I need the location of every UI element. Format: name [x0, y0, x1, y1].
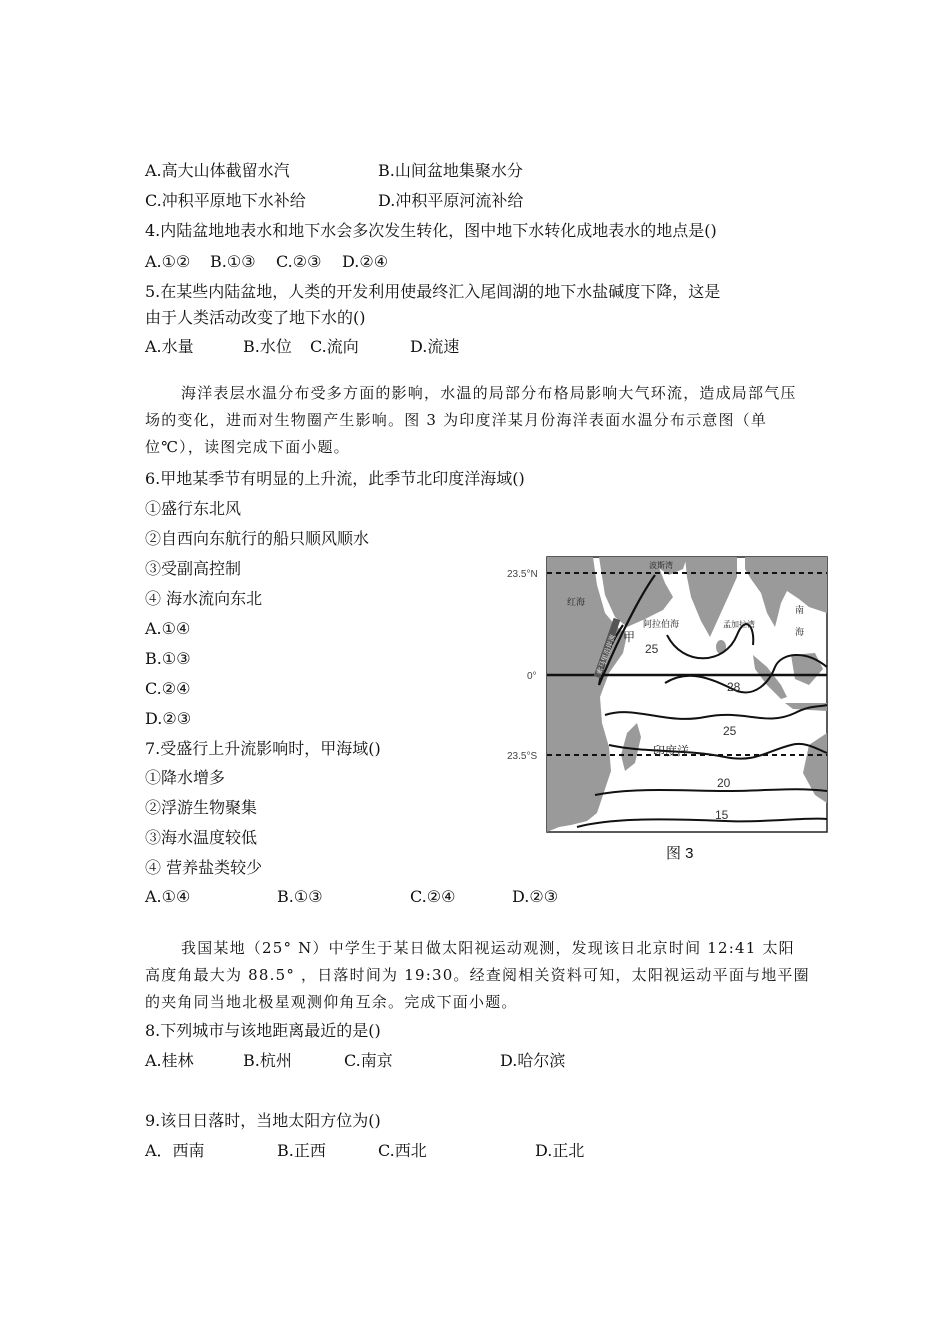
q9-option-c: C.西北 — [378, 1141, 427, 1160]
q9-stem: 9.该日日落时，当地太阳方位为() — [145, 1111, 381, 1130]
q6-item-4: ④ 海水流向东北 — [145, 589, 263, 608]
q6-option-b: B.①③ — [145, 649, 191, 668]
q9-option-d: D.正北 — [535, 1141, 585, 1160]
figure-caption: 图 3 — [666, 845, 694, 862]
q7-option-d: D.②③ — [512, 887, 559, 906]
q5-option-b: B.水位 — [243, 337, 292, 356]
label-tropic-of-cancer: 23.5°N — [507, 569, 538, 580]
label-south-china-sea: 南 — [795, 605, 805, 615]
indian-ocean-sst-map — [505, 555, 835, 865]
q7-item-3: ③海水温度较低 — [145, 828, 258, 847]
q7-option-b: B.①③ — [277, 887, 323, 906]
q4-option-a: A.①② — [145, 252, 191, 271]
passage-sun-observation: 我国某地（25° N）中学生于某日做太阳视运动观测，发现该日北京时间 12:41 太阳高度角最大为 88.5° ，日落时间为 19:30。经查阅相关资料可知，太阳视运动平面与地平圈的夹角同当地北极星观测仰角互余。完成下面小题。 — [145, 939, 810, 1011]
q4-option-c: C.②③ — [276, 252, 322, 271]
q6-stem: 6.甲地某季节有明显的上升流，此季节北印度洋海域() — [145, 469, 525, 488]
q3-option-c: C.冲积平原地下水补给 — [145, 191, 306, 210]
q5-option-c: C.流向 — [310, 337, 359, 356]
q3-option-a: A.高大山体截留水汽 — [145, 161, 290, 180]
label-south-china-sea-2: 海 — [795, 627, 805, 637]
label-iso-20: 20 — [717, 776, 731, 790]
q7-item-2: ②浮游生物聚集 — [145, 798, 258, 817]
q4-stem: 4.内陆盆地地表水和地下水会多次发生转化，图中地下水转化成地表水的地点是() — [145, 221, 717, 240]
q3-option-d: D.冲积平原河流补给 — [378, 191, 524, 210]
q7-stem: 7.受盛行上升流影响时，甲海域() — [145, 739, 381, 758]
q8-stem: 8.下列城市与该地距离最近的是() — [145, 1021, 381, 1040]
q4-option-d: D.②④ — [342, 252, 389, 271]
label-iso-15: 15 — [715, 808, 729, 822]
label-tropic-of-capricorn: 23.5°S — [507, 751, 538, 762]
q5-option-d: D.流速 — [410, 337, 460, 356]
q6-item-3: ③受副高控制 — [145, 559, 242, 578]
q6-option-c: C.②④ — [145, 679, 191, 698]
q6-option-d: D.②③ — [145, 709, 192, 728]
label-bay-of-bengal: 孟加拉湾 — [723, 620, 755, 629]
q8-option-d: D.哈尔滨 — [500, 1051, 566, 1070]
q7-item-4: ④ 营养盐类较少 — [145, 858, 263, 877]
q7-option-a: A.①④ — [145, 887, 191, 906]
q9-option-b: B.正西 — [277, 1141, 326, 1160]
label-red-sea: 红海 — [567, 597, 586, 607]
label-iso-25-south: 25 — [723, 724, 737, 738]
q8-option-c: C.南京 — [344, 1051, 393, 1070]
q6-item-1: ①盛行东北风 — [145, 499, 242, 518]
label-indian-ocean: 印度洋 — [653, 744, 690, 758]
label-equator: 0° — [527, 671, 537, 682]
q5-option-a: A.水量 — [145, 337, 194, 356]
q7-item-1: ①降水增多 — [145, 768, 226, 787]
q3-option-b: B.山间盆地集聚水分 — [378, 161, 523, 180]
passage-sea-temperature: 海洋表层水温分布受多方面的影响，水温的局部分布格局影响大气环流，造成局部气压场的变化，进而对生物圈产生影响。图 3 为印度洋某月份海洋表面水温分布示意图（单位℃），读图完成下面小题。 — [145, 384, 797, 456]
q8-option-b: B.杭州 — [243, 1051, 292, 1070]
label-iso-25-north: 25 — [645, 642, 659, 656]
label-jia: 甲 — [623, 630, 636, 644]
label-persian-gulf: 波斯湾 — [649, 561, 673, 570]
q6-item-2: ②自西向东航行的船只顺风顺水 — [145, 529, 370, 548]
q5-stem-line2: 由于人类活动改变了地下水的() — [145, 308, 366, 327]
q6-option-a: A.①④ — [145, 619, 191, 638]
q7-option-c: C.②④ — [410, 887, 456, 906]
q9-option-a: A．西南 — [145, 1141, 205, 1160]
label-arabian-sea: 阿拉伯海 — [643, 619, 680, 629]
label-somali-current: 索马里沿岸流 — [596, 633, 618, 676]
q5-stem-line1: 5.在某些内陆盆地，人类的开发利用使最终汇入尾闾湖的地下水盐碱度下降，这是 — [145, 282, 721, 301]
label-iso-28: 28 — [727, 680, 741, 694]
q8-option-a: A.桂林 — [145, 1051, 194, 1070]
q4-option-b: B.①③ — [210, 252, 256, 271]
